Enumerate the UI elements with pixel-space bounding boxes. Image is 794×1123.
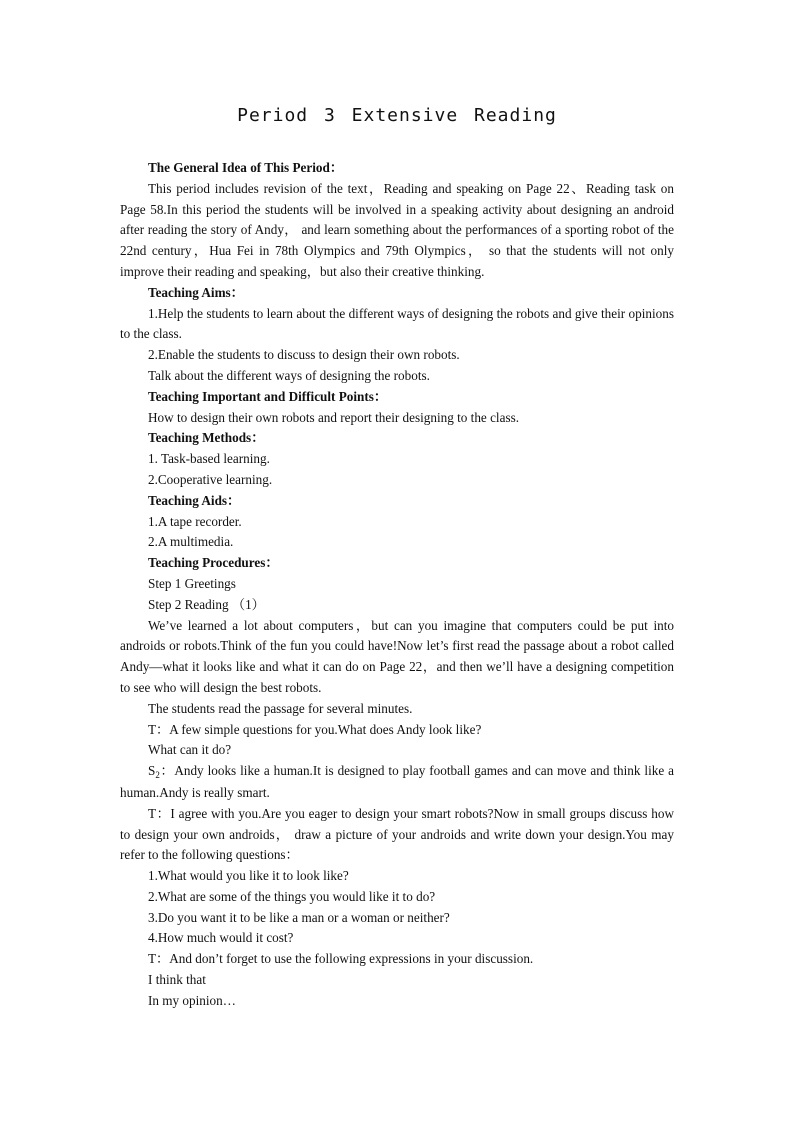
general-idea-text: This period includes revision of the text，Reading and speaking on Page 22、Reading task on Page 58.In this period the students will be involved in a speaking activity about designing an android after reading the story of Andy， and learn something about the performances of a sporting robot of the 22nd century，Hua Fei in 78th Olympics and 79th Olympics， so that the students will not only improve their reading and speaking，but also their creative thinking. (120, 180, 674, 279)
teacher-instruction-2: T：I agree with you.Are you eager to design your smart robots?Now in small groups discuss how to design your own androids， draw a picture of your androids and write down your design.You may refer to the following questions： (120, 805, 674, 863)
aids-item: 1.A tape recorder. (148, 513, 242, 529)
important-points-text: How to design their own robots and report their designing to the class. (148, 409, 520, 425)
teaching-aims-heading: Teaching Aims： (148, 284, 244, 300)
teacher-question-1b: What can it do? (148, 742, 232, 758)
step-2: Step 2 Reading （1） (148, 596, 265, 612)
student-subscript: 2 (155, 770, 160, 781)
aims-item: Talk about the different ways of designing the robots. (148, 367, 430, 383)
teacher-question-1: T：A few simple questions for you.What does Andy look like? (148, 721, 482, 737)
important-points-heading: Teaching Important and Difficult Points： (148, 388, 388, 404)
reading-intro: We’ve learned a lot about computers，but can you imagine that computers could be put into androids or robots.Think of the fun you could have!Now let’s first read the passage about a robot called Andy—what it looks like and what it can do on Page 22，and then we’ll have a designing competition to see who will design the best robots. (120, 617, 674, 695)
teacher-instruction-3: T：And don’t forget to use the following expressions in your discussion. (148, 951, 534, 967)
teaching-aids-heading: Teaching Aids： (148, 492, 241, 508)
aims-item: 1.Help the students to learn about the different ways of designing the robots and give their opinions to the class. (120, 305, 674, 342)
student-answer (120, 761, 674, 804)
student-label: S (148, 763, 156, 779)
document-body (120, 158, 674, 1012)
step-1: Step 1 Greetings (148, 575, 236, 591)
reading-instruction: The students read the passage for several minutes. (148, 700, 413, 716)
teaching-procedures-heading: Teaching Procedures： (148, 555, 279, 571)
student-answer-text: ：Andy looks like a human.It is designed to play football games and can move and think like a human.Andy is really smart. (120, 763, 674, 800)
teaching-methods-heading: Teaching Methods： (148, 430, 265, 446)
question-item: 2.What are some of the things you would like it to do? (148, 888, 436, 904)
expression-item: I think that (148, 972, 206, 988)
methods-item: 1. Task-based learning. (148, 451, 270, 467)
page-title: Period 3 Extensive Reading (237, 105, 557, 126)
aids-item: 2.A multimedia. (148, 534, 234, 550)
question-item: 4.How much would it cost? (148, 930, 294, 946)
expression-item: In my opinion… (148, 992, 236, 1008)
methods-item: 2.Cooperative learning. (148, 471, 273, 487)
question-item: 3.Do you want it to be like a man or a woman or neither? (148, 909, 450, 925)
aims-item: 2.Enable the students to discuss to design their own robots. (148, 347, 460, 363)
general-idea-heading: The General Idea of This Period： (148, 160, 344, 175)
question-item: 1.What would you like it to look like? (148, 868, 349, 884)
